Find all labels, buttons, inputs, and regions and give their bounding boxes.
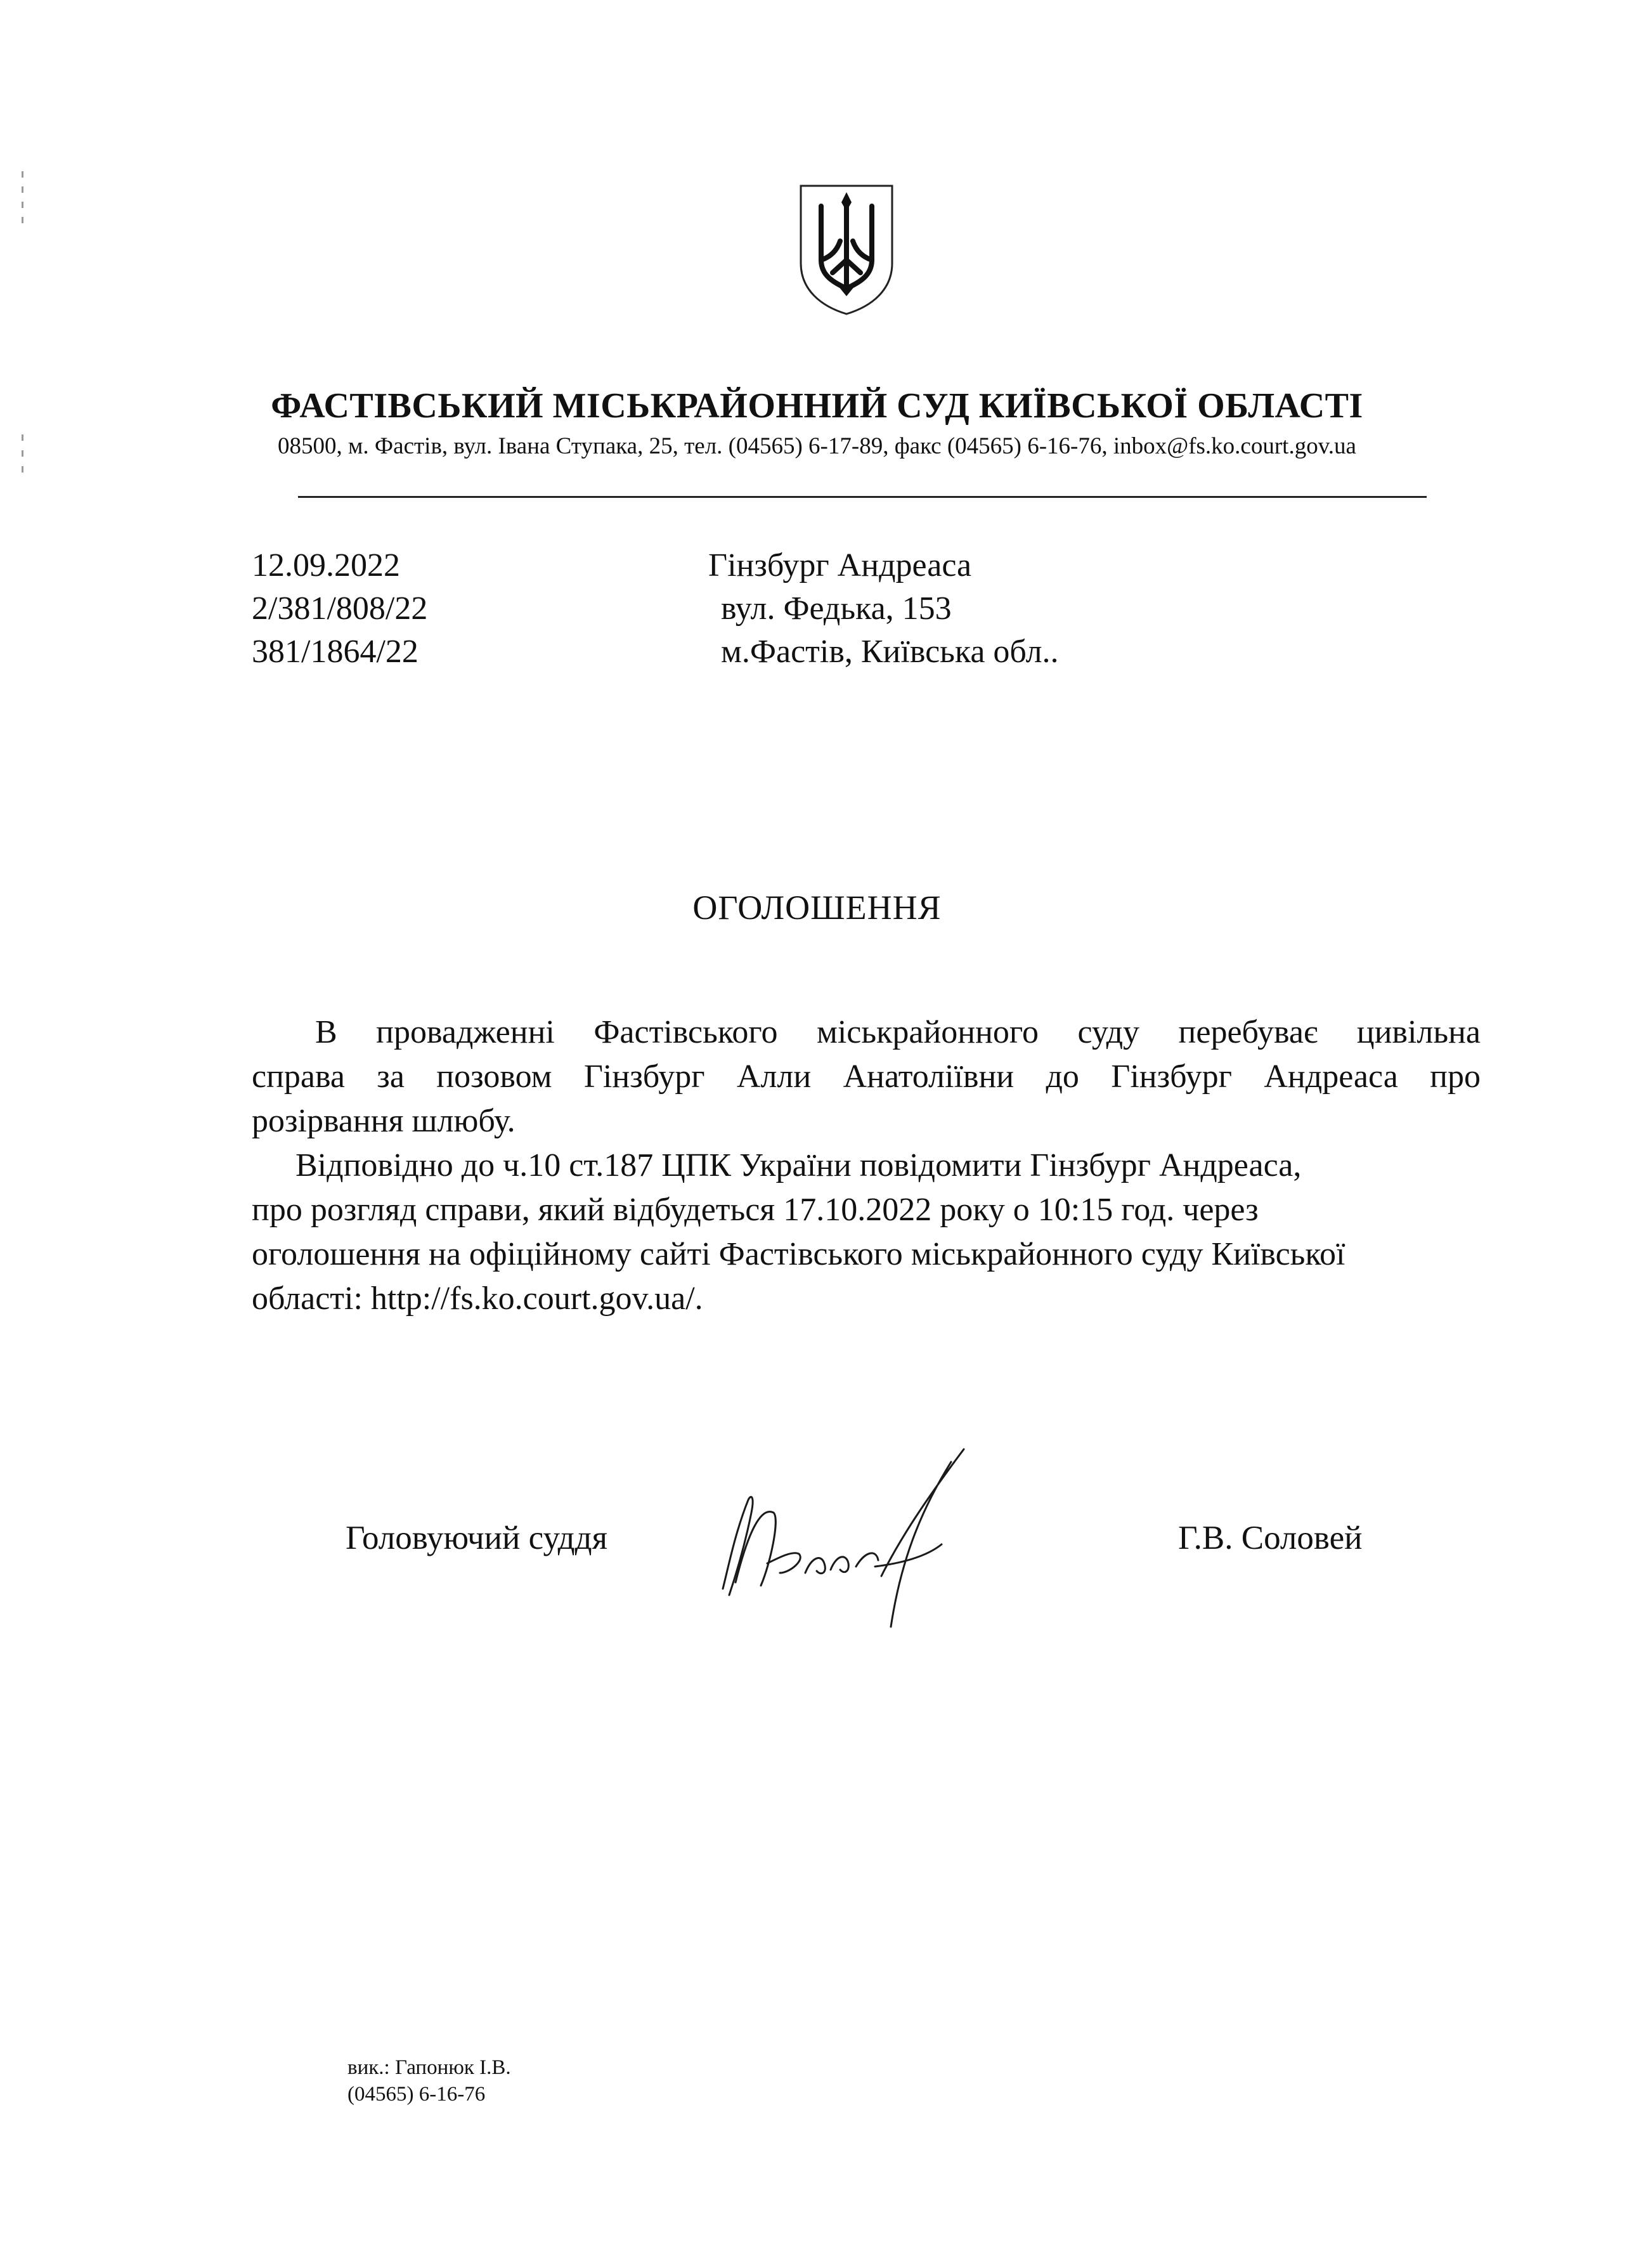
recipient-city: м.Фастів, Київська обл..	[721, 634, 1059, 670]
body-line: про розгляд справи, який відбудеться 17.10.2022 року о 10:15 год. через	[252, 1192, 1259, 1228]
ukraine-trident-emblem-icon	[796, 181, 897, 317]
signatory-role: Головуючий суддя	[346, 1520, 607, 1556]
executor-phone: (04565) 6-16-76	[347, 2083, 486, 2106]
body-line: справа за позовом Гінзбург Алли Анатоліївни до Гінзбург Андреаса про	[252, 1059, 1481, 1095]
body-line: В провадженні Фастівського міськрайонного суду перебуває цивільна	[315, 1014, 1481, 1050]
header-divider	[298, 496, 1427, 498]
body-line: області: http://fs.ko.court.gov.ua/.	[252, 1281, 703, 1317]
document-date: 12.09.2022	[252, 547, 400, 583]
body-line: розірвання шлюбу.	[252, 1103, 515, 1139]
recipient-name: Гінзбург Андреаса	[708, 547, 972, 583]
signatory-name: Г.В. Соловей	[1178, 1520, 1363, 1556]
document-heading: ОГОЛОШЕННЯ	[692, 889, 942, 927]
recipient-street: вул. Федька, 153	[721, 590, 952, 627]
case-number: 2/381/808/22	[252, 590, 428, 627]
outgoing-number: 381/1864/22	[252, 634, 418, 670]
court-address: 08500, м. Фастів, вул. Івана Ступака, 25, тел. (04565) 6-17-89, факс (04565) 6-16-76, inbox@fs.ko.court.gov.ua	[278, 433, 1356, 459]
executor-name: вик.: Гапонюк І.В.	[347, 2056, 511, 2079]
body-line: оголошення на офіційному сайті Фастівського міськрайонного суду Київської	[252, 1236, 1345, 1272]
body-line: Відповідно до ч.10 ст.187 ЦПК України повідомити Гінзбург Андреаса,	[295, 1147, 1302, 1183]
court-name: ФАСТІВСЬКИЙ МІСЬКРАЙОННИЙ СУД КИЇВСЬКОЇ ОБЛАСТІ	[271, 386, 1363, 426]
handwritten-signature	[710, 1437, 1015, 1633]
